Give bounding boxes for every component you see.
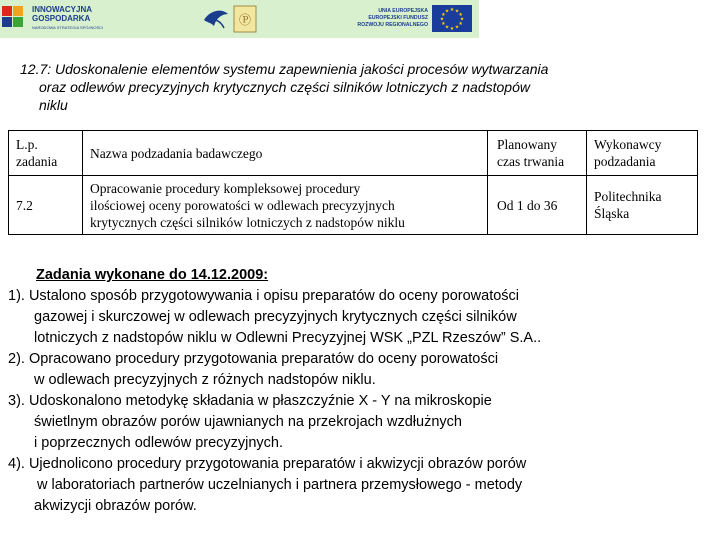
polish-emblem-logos xyxy=(200,2,260,36)
innowacyjna-gospodarka-logo xyxy=(2,2,132,36)
svg-text:★: ★ xyxy=(454,8,460,15)
subtask-table xyxy=(8,130,698,235)
svg-text:★: ★ xyxy=(444,24,450,31)
logo-left-line: INNOWACYJNA xyxy=(32,5,93,14)
eu-text-line: EUROPEJSKI FUNDUSZ xyxy=(368,15,428,21)
task-item-line: gazowej i skurczowej w odlewach precyzyjnych krytycznych części silników xyxy=(34,309,517,325)
row-time: Od 1 do 36 xyxy=(488,176,587,235)
task-item-line: 4). Ujednolicono procedury przygotowania preparatów i akwizycji obrazów porów xyxy=(8,456,527,472)
header-name: Nazwa podzadania badawczego xyxy=(83,131,488,176)
svg-text:★: ★ xyxy=(441,21,446,27)
task-item-line: świetlnym obrazów porów ujawnianych na przekrojach wzdłużnych xyxy=(34,414,462,430)
svg-text:★: ★ xyxy=(444,8,450,15)
row-executor: Politechnika Śląska xyxy=(587,176,698,235)
svg-text:★: ★ xyxy=(449,26,455,32)
svg-text:★: ★ xyxy=(458,21,463,27)
svg-text:★: ★ xyxy=(459,16,465,23)
logo-left-small: NARODOWA STRATEGIA SPÓJNOŚCI xyxy=(32,25,104,30)
eu-text-line: ROZWOJU REGIONALNEGO xyxy=(357,22,428,28)
completed-tasks xyxy=(8,265,708,517)
task-item-line: 1). Ustalono sposób przygotowywania i opisu preparatów do oceny porowatości xyxy=(8,288,520,304)
task-item-line: 3). Udoskonalono metodykę składania w płaszczyźnie X - Y na mikroskopie xyxy=(8,393,492,409)
tasks-heading: Zadania wykonane do 14.12.2009: xyxy=(36,267,269,283)
logo-banner xyxy=(0,0,479,38)
header-executor: Wykonawcy podzadania xyxy=(587,131,698,176)
task-item-line: i poprzecznych odlewów precyzyjnych. xyxy=(34,435,284,451)
row-lp: 7.2 xyxy=(9,176,83,235)
page-title xyxy=(20,60,700,114)
title-line: oraz odlewów precyzyjnych krytycznych części silników lotniczych z nadstopów xyxy=(39,79,530,95)
header-time: Planowany czas trwania xyxy=(488,131,587,176)
logo-left-line: GOSPODARKA xyxy=(32,14,91,23)
svg-text:★: ★ xyxy=(458,12,463,18)
header-lp: L.p. zadania xyxy=(9,131,83,176)
title-line: niklu xyxy=(39,97,68,113)
eu-flag-icon xyxy=(432,5,472,32)
row-name: Opracowanie procedury kompleksowej procedury ilościowej oceny porowatości w odlewach precyzyjnych krytycznych części silników lotniczych z nadstopów niklu xyxy=(83,176,488,235)
table-header-row xyxy=(9,131,698,176)
task-item-line: 2). Opracowano procedury przygotowania preparatów do oceny porowatości xyxy=(8,351,499,367)
svg-text:Ⓟ: Ⓟ xyxy=(238,13,252,27)
task-item-line: lotniczych z nadstopów niklu w Odlewni Precyzyjnej WSK „PZL Rzeszów” S.A.. xyxy=(34,330,542,346)
task-item-line: w laboratoriach partnerów uczelnianych i partnera przemysłowego - metody xyxy=(37,477,523,493)
table-row xyxy=(9,176,698,235)
svg-text:★: ★ xyxy=(449,7,455,13)
svg-text:★: ★ xyxy=(441,12,446,18)
task-item-line: w odlewach precyzyjnych z różnych nadstopów niklu. xyxy=(34,372,376,388)
eu-text-line: UNIA EUROPEJSKA xyxy=(378,8,428,14)
svg-text:★: ★ xyxy=(439,16,445,23)
task-item-line: akwizycji obrazów porów. xyxy=(34,498,197,514)
title-line: 12.7: Udoskonalenie elementów systemu zapewnienia jakości procesów wytwarzania xyxy=(20,61,549,77)
svg-text:★: ★ xyxy=(454,24,460,31)
eu-fund-text xyxy=(338,8,428,29)
